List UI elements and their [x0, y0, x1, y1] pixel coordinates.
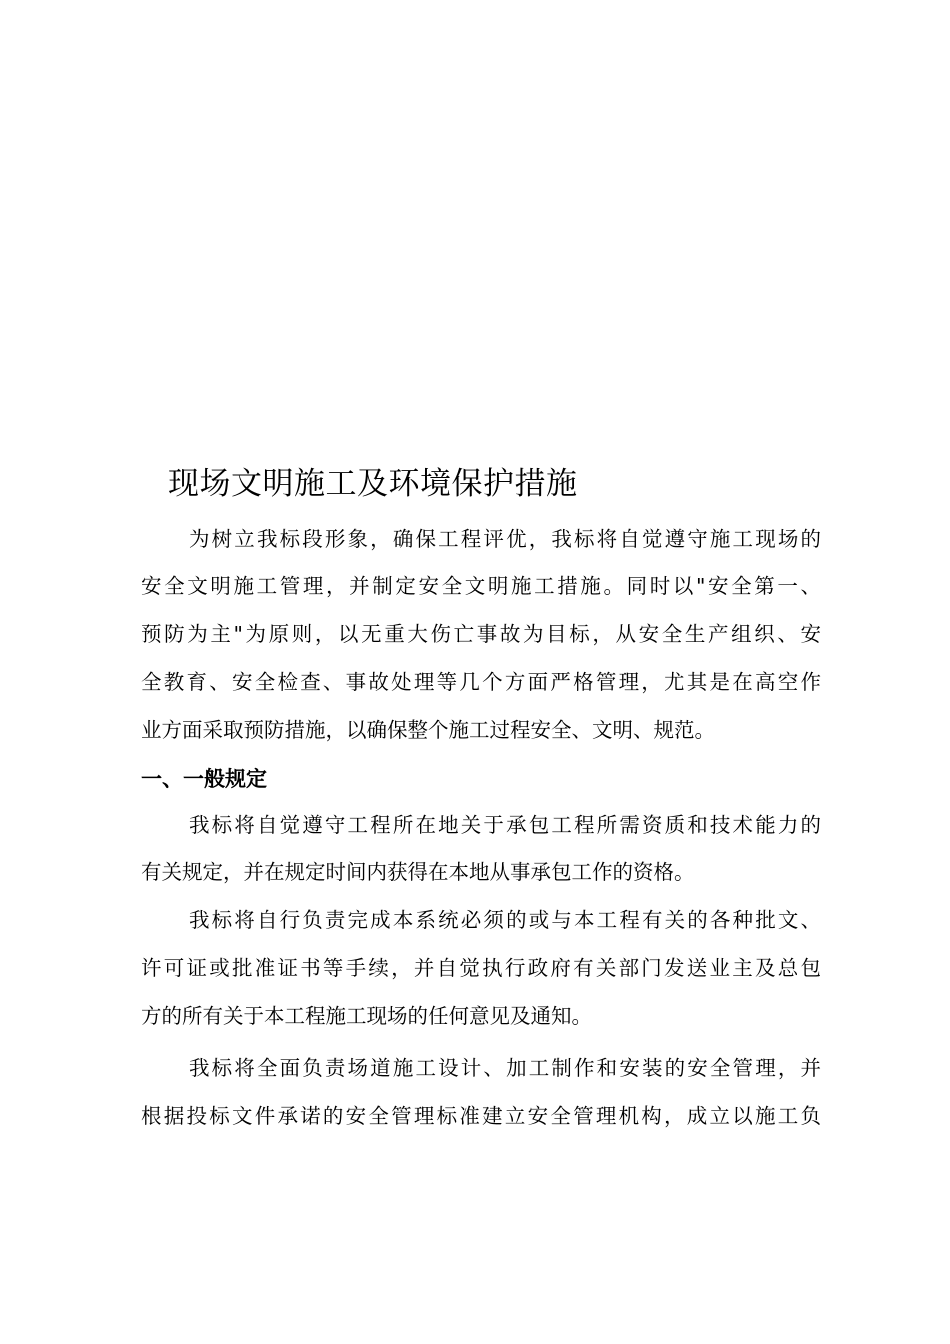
section1-p3-line-1: 我标将全面负责场道施工设计、加工制作和安装的安全管理，并: [189, 1056, 821, 1080]
document-title: 现场文明施工及环境保护措施: [168, 466, 578, 502]
intro-line-5: 业方面采取预防措施，以确保整个施工过程安全、文明、规范。: [141, 718, 715, 742]
section1-p2-line-1: 我标将自行负责完成本系统必须的或与本工程有关的各种批文、: [189, 908, 821, 932]
section1-p2-line-2: 许可证或批准证书等手续，并自觉执行政府有关部门发送业主及总包: [141, 956, 821, 980]
section1-p1-line-2: 有关规定，并在规定时间内获得在本地从事承包工作的资格。: [141, 860, 695, 884]
intro-line-1: 为树立我标段形象，确保工程评优，我标将自觉遵守施工现场的: [189, 527, 821, 551]
section-heading: 一、一般规定: [141, 767, 267, 791]
section1-p2-line-3: 方的所有关于本工程施工现场的任何意见及通知。: [141, 1004, 592, 1028]
section1-p3-line-2: 根据投标文件承诺的安全管理标准建立安全管理机构，成立以施工负: [141, 1104, 821, 1128]
intro-line-2: 安全文明施工管理，并制定安全文明施工措施。同时以"安全第一、: [141, 574, 821, 598]
intro-line-4: 全教育、安全检查、事故处理等几个方面严格管理，尤其是在高空作: [141, 670, 821, 694]
intro-line-3: 预防为主"为原则，以无重大伤亡事故为目标，从安全生产组织、安: [141, 622, 821, 646]
section1-p1-line-1: 我标将自觉遵守工程所在地关于承包工程所需资质和技术能力的: [189, 813, 821, 837]
